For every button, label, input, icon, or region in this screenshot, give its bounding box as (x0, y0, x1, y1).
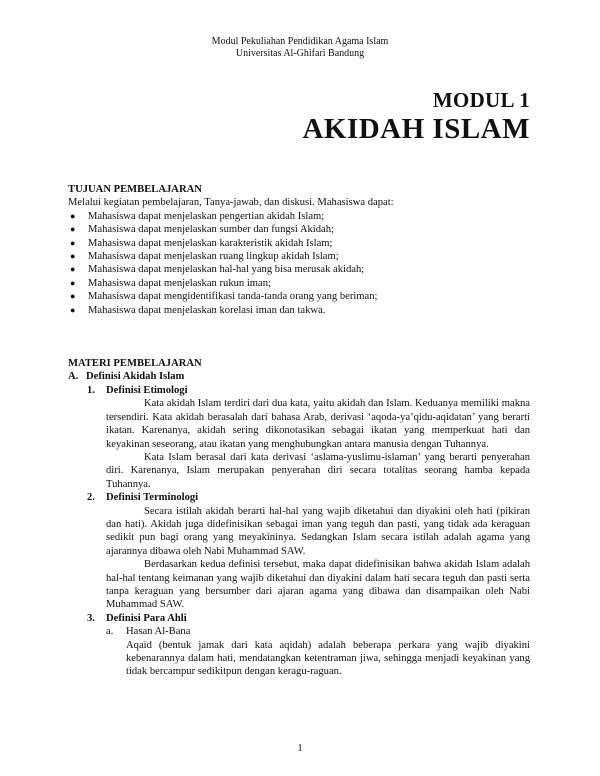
section-a-heading: A. Definisi Akidah Islam (68, 371, 185, 383)
etimologi-paragraph-1: Kata akidah Islam terdiri dari dua kata, yaitu akidah dan Islam. Keduanya memiliki makna tersendiri. Kata akidah berasalah dari bahasa Arab, derivasi ‘aqoda-ya’qidu-aqidatan’ yang berarti ikatan. Karenanya, akidah sering dikonotasikan sebagai ikatan yang memperkuat hati dan keyakinan seseorang, atau ikatan yang menghubungkan antara manusia dengan Tuhannya. (106, 398, 530, 450)
list-item: ● Mahasiswa dapat menjelaskan ruang lingkup akidah Islam; (70, 251, 339, 263)
list-item: ● Mahasiswa dapat menjelaskan pengertian akidah Islam; (70, 210, 325, 222)
terminologi-paragraph-1: Secara istilah akidah berarti hal-hal yang wajib diketahui dan diyakini oleh hati (pikiran dan hati). Akidah juga didefinisikan sebagai iman yang teguh dan pasti, yang tidak ada keraguan sedikit pun bagi orang yang meyakininya. Sedangkan Islam secara istilah adalah agama yang ajarannya dibawa oleh Nabi Muhammad SAW. (106, 505, 530, 557)
header-course: Modul Pekuliahan Pendidikan Agama Islam (211, 36, 389, 47)
ahli-hasan-al-bana-text: Aqaid (bentuk jamak dari kata aqidah) adalah beberapa perkara yang wajib diyakini kebenarannya dalam hati, mendatangkan ketentraman jiwa, sehingga menjadi keyakinan yang tidak bercampur sedikitpun dengan keragu-raguan. (126, 639, 530, 678)
bullet-icon: ● (70, 277, 76, 288)
list-item: ● Mahasiswa dapat menjelaskan korelasi iman dan takwa. (70, 304, 326, 316)
module-number: MODUL 1 (432, 88, 530, 112)
tujuan-list (68, 210, 530, 317)
terminologi-paragraph-2: Berdasarkan kedua definisi tersebut, maka dapat didefinisikan bahwa akidah Islam adalah hal-hal tentang keimanan yang wajib diketahui dan diyakini dalam hati secara teguh dan pasti serta tanpa keraguan yang bersumber dari ajaran agama yang dibawa dan disampaikan oleh Nabi Muhammad SAW. (106, 559, 530, 611)
materi-heading: MATERI PEMBELAJARAN (68, 358, 202, 370)
etimologi-paragraph-2: Kata Islam berasal dari kata derivasi ‘aslama-yuslimu-islaman’ yang berarti penyerahan diri. Karenanya, Islam merupakan penyerahan diri secara totalitas seorang hamba kepada Tuhannya. (106, 451, 530, 490)
bullet-icon: ● (70, 237, 76, 248)
list-item: ● Mahasiswa dapat menjelaskan sumber dan fungsi Akidah; (70, 224, 334, 236)
bullet-icon: ● (70, 264, 76, 275)
etimologi-heading: 1. Definisi Etimologi (87, 384, 188, 396)
page-content (68, 183, 530, 679)
tujuan-intro: Melalui kegiatan pembelajaran, Tanya-jawab, dan diskusi. Mahasiswa dapat: (68, 197, 394, 209)
page-number: 1 (297, 743, 303, 754)
tujuan-heading: TUJUAN PEMBELAJARAN (68, 184, 202, 195)
module-title: AKIDAH ISLAM (302, 113, 530, 145)
document-header (0, 36, 600, 60)
list-item: ● Mahasiswa dapat mengidentifikasi tanda-tanda orang yang beriman; (70, 291, 378, 303)
bullet-icon: ● (70, 291, 76, 302)
ahli-hasan-al-bana: a. Hasan Al-Bana (106, 626, 191, 638)
para-ahli-heading: 3. Definisi Para Ahli (87, 612, 187, 624)
list-item: ● Mahasiswa dapat menjelaskan rukun iman; (70, 277, 271, 289)
header-university: Universitas Al-Ghifari Bandung (235, 48, 365, 59)
bullet-icon: ● (70, 224, 76, 235)
list-item: ● Mahasiswa dapat menjelaskan karakteristik akidah Islam; (70, 237, 333, 249)
bullet-icon: ● (70, 304, 76, 315)
bullet-icon: ● (70, 251, 76, 262)
list-item: ● Mahasiswa dapat menjelaskan hal-hal yang bisa merusak akidah; (70, 264, 365, 276)
bullet-icon: ● (70, 210, 76, 221)
terminologi-heading: 2. Definisi Terminologi (87, 492, 199, 504)
